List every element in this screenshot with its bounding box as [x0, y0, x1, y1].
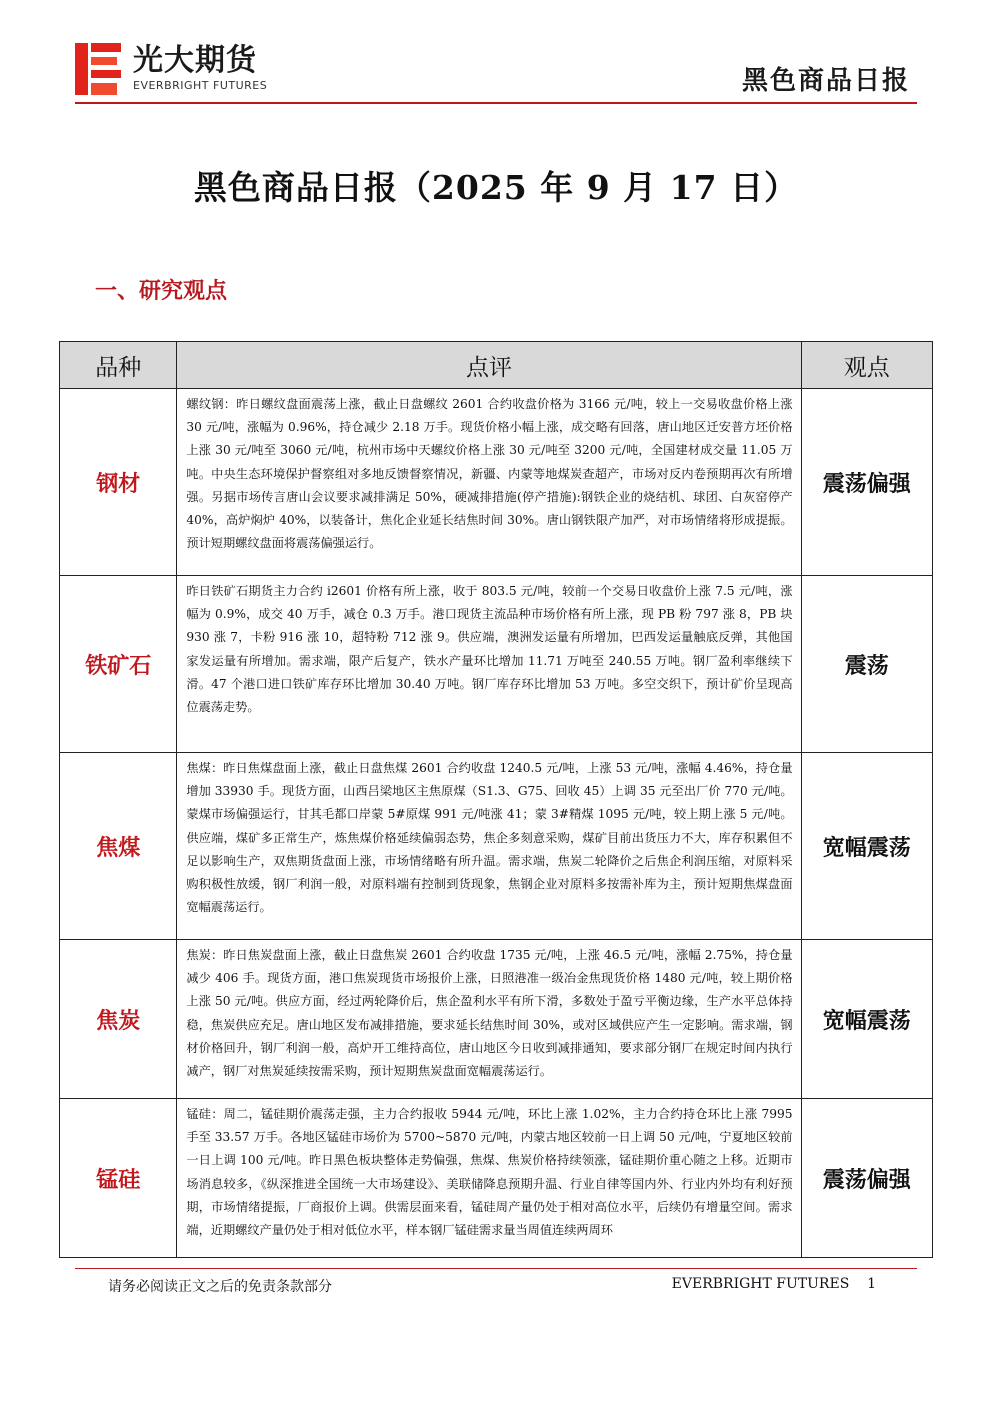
footer-brand-page: EVERBRIGHT FUTURES 1: [671, 1276, 876, 1292]
view-cell: 宽幅震荡: [801, 940, 932, 1099]
header-comment: 点评: [177, 342, 801, 389]
report-name: 黑色商品日报: [741, 66, 910, 96]
comment-cell: 焦煤：昨日焦煤盘面上涨，截止日盘焦煤 2601 合约收盘 1240.5 元/吨，上涨 53 元/吨，涨幅 4.46%，持仓量增加 33930 手。现货方面，山西吕梁地区主焦原煤（S1.3、G75、回收 45）上调 35 元至出厂价 770 元/吨。蒙煤市场偏强运行，甘其毛都口岸蒙 5#原煤 991 元/吨涨 41；蒙 3#精煤 1095 元/吨，较上期上涨 5 元/吨。供应端，煤矿多正常生产，炼焦煤价格延续偏弱态势，焦企多刻意采购，煤矿目前出货压力不大，库存积累但不足以影响生产，双焦期货盘面上涨，市场情绪略有所升温。需求端，焦炭二轮降价之后焦企利润压缩，对原料采购积极性放缓，钢厂利润一般，对原料端有控制到货现象，焦钢企业对原料多按需补库为主，预计短期焦煤盘面宽幅震荡运行。: [177, 753, 801, 940]
variety-cell: 锰硅: [60, 1099, 177, 1258]
variety-cell: 钢材: [60, 389, 177, 576]
disclaimer-note: 请务必阅读正文之后的免责条款部分: [108, 1279, 332, 1295]
everbright-logo-icon: [75, 43, 123, 95]
footer-divider: [75, 1268, 917, 1269]
view-cell: 宽幅震荡: [801, 753, 932, 940]
table-row: [60, 940, 933, 1099]
variety-cell: 焦煤: [60, 753, 177, 940]
comment-cell: 焦炭：昨日焦炭盘面上涨，截止日盘焦炭 2601 合约收盘 1735 元/吨，上涨 46.5 元/吨，涨幅 2.75%，持仓量减少 406 手。现货方面，港口焦炭现货市场报价上涨，日照港准一级冶金焦现货价格 1480 元/吨，较上期价格上涨 50 元/吨。供应方面，经过两轮降价后，焦企盈利水平有所下滑，多数处于盈亏平衡边缘，生产水平总体持稳，焦炭供应充足。唐山地区发布减排措施，要求延长结焦时间 30%，或对区域供应产生一定影响。需求端，钢材价格回升，钢厂利润一般，高炉开工维持高位，唐山地区今日收到减排通知，要求部分钢厂在规定时间内执行减产，钢厂对焦炭延续按需采购，预计短期焦炭盘面宽幅震荡运行。: [177, 940, 801, 1099]
table-row: [60, 1099, 933, 1258]
header-divider: [75, 102, 917, 104]
comment-cell: 锰硅：周二，锰硅期价震荡走强，主力合约报收 5944 元/吨，环比上涨 1.02%，主力合约持仓环比上涨 7995 手至 33.57 万手。各地区锰硅市场价为 5700~5870 元/吨，内蒙古地区较前一日上调 50 元/吨，宁夏地区较前一日上调 100 元/吨。昨日黑色板块整体走势偏强，焦煤、焦炭价格持续领涨，锰硅期价重心随之上移。近期市场消息较多，《纵深推进全国统一大市场建设》、美联储降息预期升温、行业自律等国内外、行业内外均有利好预期，市场情绪提振，厂商报价上调。供需层面来看，锰硅周产量仍处于相对高位水平，后续仍有增量空间。需求端，近期螺纹产量仍处于相对低位水平，样本钢厂锰硅需求量当周值连续两周环: [177, 1099, 801, 1258]
table-row: [60, 753, 933, 940]
view-cell: 震荡偏强: [801, 389, 932, 576]
research-views-table: [59, 341, 933, 1258]
page-title: 黑色商品日报（2025 年 9 月 17 日）: [193, 168, 799, 207]
view-cell: 震荡偏强: [801, 1099, 932, 1258]
comment-cell: 昨日铁矿石期货主力合约 i2601 价格有所上涨，收于 803.5 元/吨，较前一个交易日收盘价上涨 7.5 元/吨，涨幅为 0.9%，成交 40 万手，减仓 0.3 万手。港口现货主流品种市场价格有所上涨，现 PB 粉 797 涨 8，PB 块 930 涨 7，卡粉 916 涨 10，超特粉 712 涨 9。供应端，澳洲发运量有所增加，巴西发运量触底反弹，其他国家发运量有所增加。需求端，限产后复产，铁水产量环比增加 11.71 万吨至 240.55 万吨。钢厂盈利率继续下滑。47 个港口进口铁矿库存环比增加 30.40 万吨。钢厂库存环比增加 53 万吨。多空交织下，预计矿价呈现高位震荡走势。: [177, 576, 801, 753]
table-row: [60, 389, 933, 576]
header-variety: 品种: [60, 342, 177, 389]
brand-name-cn: 光大期货: [133, 43, 257, 78]
comment-cell: 螺纹钢：昨日螺纹盘面震荡上涨，截止日盘螺纹 2601 合约收盘价格为 3166 元/吨，较上一交易收盘价格上涨 30 元/吨，涨幅为 0.96%，持仓减少 2.18 万手。现货价格小幅上涨，成交略有回落，唐山地区迁安普方坯价格上涨 30 元/吨至 3060 元/吨，杭州市场中天螺纹价格上涨 30 元/吨至 3200 元/吨，全国建材成交量 11.05 万吨。中央生态环境保护督察组对多地反馈督察情况，新疆、内蒙等地煤炭查超产，市场对反内卷预期再次有所增强。另据市场传言唐山会议要求减排满足 50%，硬减排措施(停产措施):钢铁企业的烧结机、球团、白灰窑停产 40%，高炉焖炉 40%，以装备计，焦化企业延长结焦时间 30%。唐山钢铁限产加严，对市场情绪将形成提振。预计短期螺纹盘面将震荡偏强运行。: [177, 389, 801, 576]
company-logo: [75, 41, 295, 97]
view-cell: 震荡: [801, 576, 932, 753]
section-heading: 一、研究观点: [95, 278, 228, 304]
header-view: 观点: [801, 342, 932, 389]
variety-cell: 焦炭: [60, 940, 177, 1099]
brand-name-en: EVERBRIGHT FUTURES: [133, 79, 268, 92]
table-header-row: [60, 342, 933, 389]
table-row: [60, 576, 933, 753]
variety-cell: 铁矿石: [60, 576, 177, 753]
